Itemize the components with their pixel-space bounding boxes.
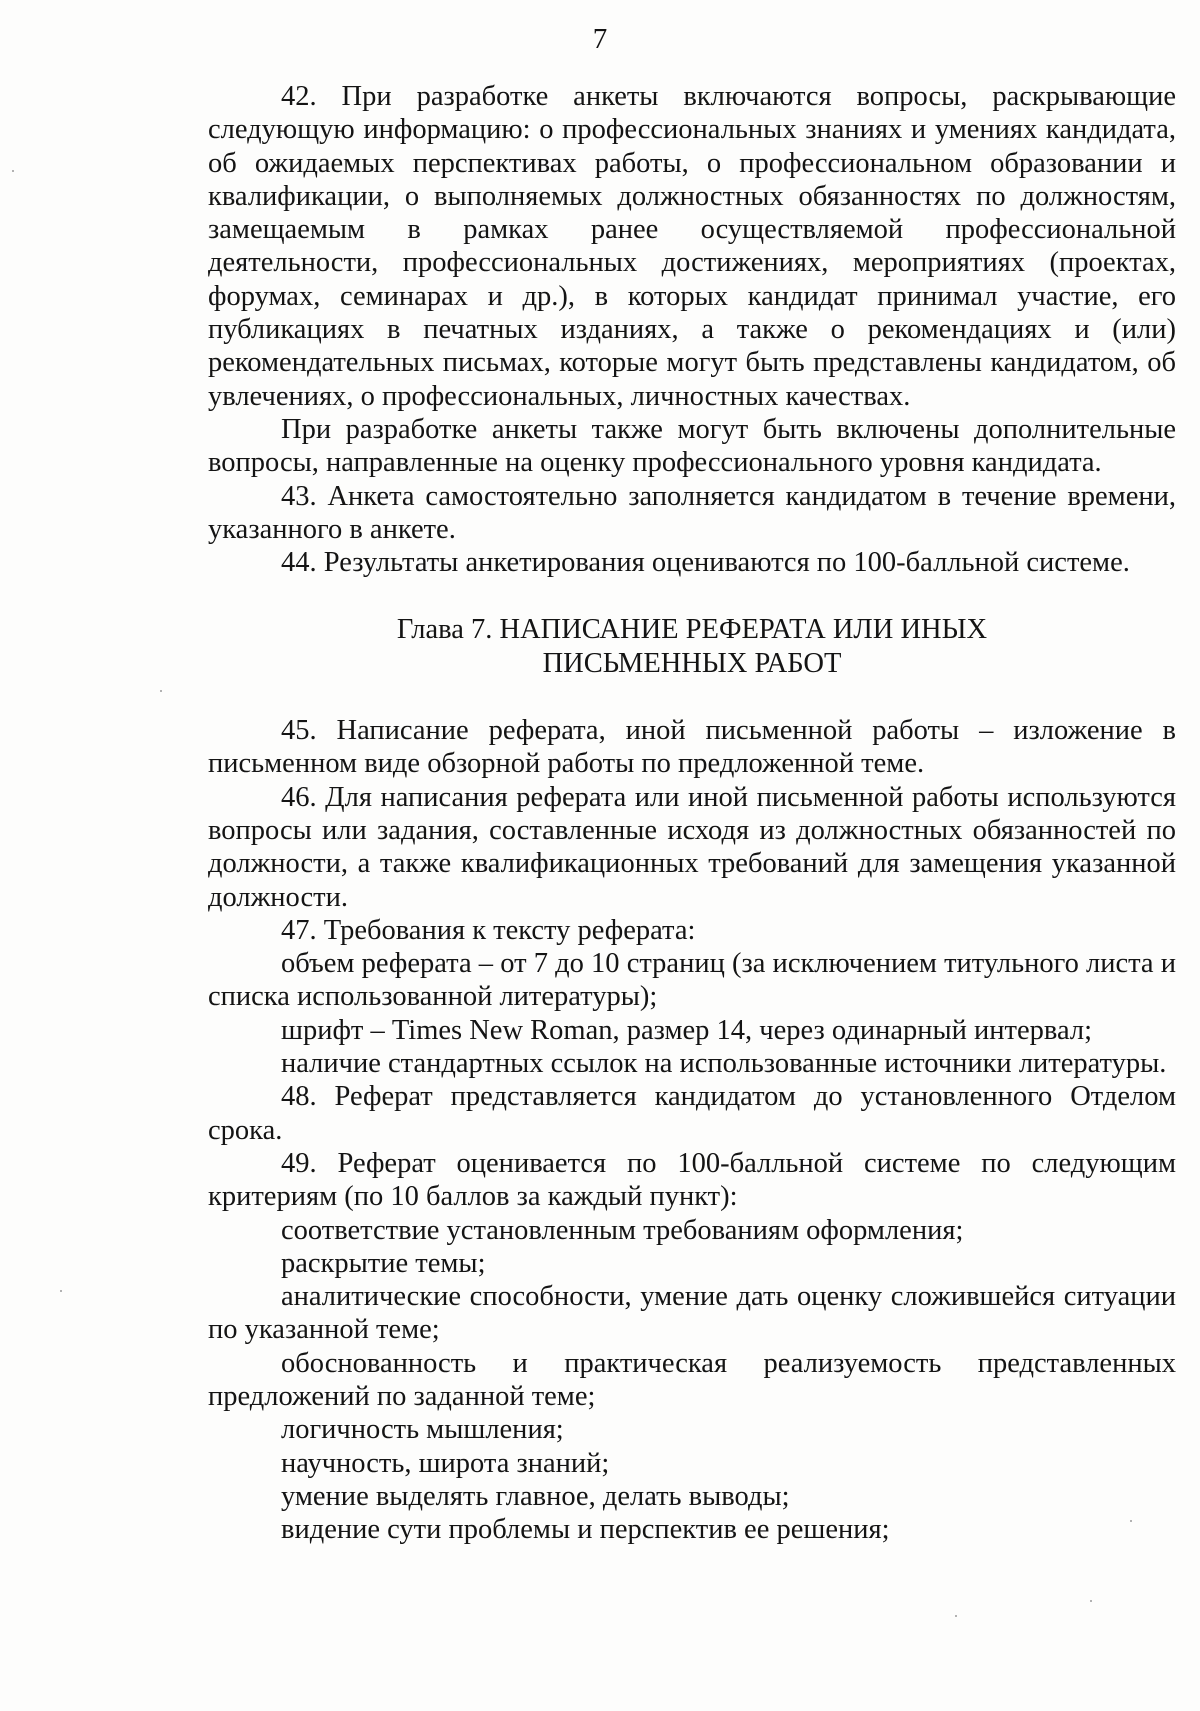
chapter-heading: [208, 613, 1176, 680]
paragraph-48: 48. Реферат представляется кандидатом до установленного Отделом срока.: [208, 1081, 1176, 1146]
paragraph-44: 44. Результаты анкетирования оцениваются по 100-балльной системе.: [281, 547, 1130, 579]
criterion-knowledge: научность, широта знаний;: [281, 1447, 610, 1479]
paragraph-46: 46. Для написания реферата или иной письменной работы используются вопросы или задания, составленные исходя из должностных обязанностей по должности, а также квалификационных требований для замещения указанной должности.: [208, 781, 1176, 913]
scan-speck: [160, 690, 162, 692]
paragraph-43: 43. Анкета самостоятельно заполняется кандидатом в течение времени, указанного в анкете.: [208, 480, 1176, 545]
criterion-analytics: аналитические способности, умение дать оценку сложившейся ситуации по указанной теме;: [208, 1281, 1176, 1346]
criterion-problem-vision: видение сути проблемы и перспектив ее решения;: [281, 1514, 890, 1546]
criterion-conclusions: умение выделять главное, делать выводы;: [281, 1480, 790, 1512]
chapter-heading-line-1: Глава 7. НАПИСАНИЕ РЕФЕРАТА ИЛИ ИНЫХ: [396, 614, 988, 646]
scan-speck: [1130, 1520, 1132, 1522]
scan-speck: [955, 1615, 957, 1617]
scan-speck: [1090, 1600, 1092, 1602]
requirement-references: наличие стандартных ссылок на использованные источники литературы.: [281, 1048, 1167, 1080]
criterion-formatting: соответствие установленным требованиям оформления;: [281, 1214, 964, 1246]
page-number: 7: [592, 23, 608, 55]
requirement-font: шрифт – Times New Roman, размер 14, через одинарный интервал;: [281, 1014, 1093, 1046]
paragraph-49: 49. Реферат оценивается по 100-балльной системе по следующим критериям (по 10 баллов за каждый пункт):: [208, 1147, 1176, 1213]
criterion-topic: раскрытие темы;: [281, 1247, 486, 1279]
criterion-logic: логичность мышления;: [281, 1414, 564, 1446]
criterion-feasibility: обоснованность и практическая реализуемость представленных предложений по заданной теме;: [208, 1347, 1176, 1412]
scan-speck: [60, 1290, 62, 1292]
paragraph-42-addition: При разработке анкеты также могут быть включены дополнительные вопросы, направленные на оценку профессионального уровня кандидата.: [208, 413, 1176, 479]
document-body: [208, 80, 1176, 1546]
paragraph-45: 45. Написание реферата, иной письменной работы – изложение в письменном виде обзорной работы по предложенной теме.: [208, 715, 1176, 780]
requirement-volume: объем реферата – от 7 до 10 страниц (за исключением титульного листа и списка использованной литературы);: [208, 948, 1176, 1013]
scan-speck: [12, 170, 14, 172]
paragraph-47: 47. Требования к тексту реферата:: [281, 914, 696, 946]
chapter-heading-line-2: ПИСЬМЕННЫХ РАБОТ: [542, 647, 842, 679]
paragraph-42: 42. При разработке анкеты включаются вопросы, раскрывающие следующую информацию: о профессиональных знаниях и умениях кандидата, об ожидаемых перспективах работы, о профессиональном образовании и квалификации, о выполняемых должностных обязанностях по должностям, замещаемым в рамках ранее осуществляемой профессиональной деятельности, профессиональных достижениях, мероприятиях (проектах, форумах, семинарах и др.), в которых кандидат принимал участие, его публикациях в печатных изданиях, а также о рекомендациях и (или) рекомендательных письмах, которые могут быть представлены кандидатом, об увлечениях, о профессиональных, личностных качествах.: [208, 81, 1176, 412]
